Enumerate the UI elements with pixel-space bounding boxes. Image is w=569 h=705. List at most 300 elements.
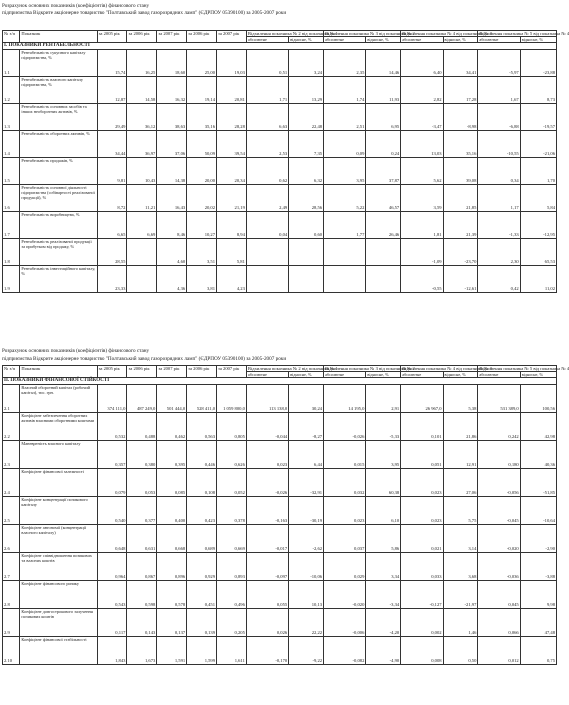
row-value: 0,451	[187, 580, 217, 608]
row-value: 0,023	[246, 440, 288, 468]
row-value: 25,00	[187, 49, 217, 76]
row-value: -2,62	[289, 524, 324, 552]
row-indicator-name: Рентабельність виробництва, %	[20, 211, 97, 238]
section2-title: Розрахунок основних показників (коефіцієнтів) фінансового стану	[2, 348, 150, 354]
table-row	[3, 524, 557, 552]
row-value: -0,017	[246, 524, 288, 552]
row-value: 17,28	[443, 76, 478, 103]
row-value: 14 195,0	[324, 384, 366, 412]
row-value: 0,543	[97, 580, 127, 608]
row-value: 2,91	[366, 384, 401, 412]
table-row	[3, 636, 557, 664]
table-row	[3, 468, 557, 496]
row-value: 47,48	[520, 608, 556, 636]
row-value: 0,626	[217, 440, 247, 468]
row-value: 10,43	[127, 157, 157, 184]
row-value: 9,98	[520, 580, 556, 608]
row-value: 0,357	[97, 440, 127, 468]
row-value: 65,53	[520, 238, 556, 265]
row-value: 0,668	[157, 524, 187, 552]
row-value: -21,97	[443, 580, 478, 608]
row-value: 3,34	[366, 552, 401, 580]
row-value: 22,22	[289, 608, 324, 636]
row-value: 8,72	[97, 184, 127, 211]
row-value: 528 411,0	[187, 384, 217, 412]
row-value: -12,95	[520, 211, 556, 238]
row-value: 1,673	[127, 636, 157, 664]
row-value: 0,242	[478, 412, 520, 440]
section1-title: Розрахунок основних показників (коефіцієнтів) фінансового стану	[2, 3, 150, 9]
row-number: 1.4	[3, 130, 20, 157]
row-value: 0,462	[157, 412, 187, 440]
row-value: 0,137	[157, 608, 187, 636]
row-value: 0,929	[187, 552, 217, 580]
row-value: 0,42	[478, 265, 520, 292]
table-row	[3, 608, 557, 636]
row-value: 5,38	[443, 384, 478, 412]
row-value: 6,44	[289, 440, 324, 468]
row-value: 5,22	[324, 184, 366, 211]
row-value: -0,097	[246, 552, 288, 580]
row-value: 0,008	[401, 636, 443, 664]
row-value: 19,14	[187, 76, 217, 103]
row-value: 5,81	[217, 238, 247, 265]
group-heading: I. ПОКАЗНИКИ РЕНТАБЕЛЬНОСТІ	[3, 43, 557, 49]
col-rel: відносне, %	[366, 37, 401, 43]
row-value: 23,33	[97, 265, 127, 292]
row-value: 16,25	[127, 49, 157, 76]
row-number: 2.3	[3, 440, 20, 468]
row-value: -0,55	[401, 265, 443, 292]
row-indicator-name: Рентабельність сукупного капіталу підприємства, %	[20, 49, 97, 76]
row-value: 0,423	[187, 496, 217, 524]
col-y4: за 2006 рік	[187, 366, 217, 378]
row-value: 0,378	[217, 496, 247, 524]
row-value: 38,63	[157, 103, 187, 130]
row-value: 0,867	[127, 552, 157, 580]
row-value: 1,843	[97, 636, 127, 664]
col-group-4: Відхилення показника № 5 від показника № 4	[479, 31, 569, 36]
row-value: 6,69	[127, 211, 157, 238]
col-num: № з/п	[3, 31, 20, 43]
col-num: № з/п	[3, 366, 20, 378]
col-abs: абсолютне	[324, 37, 366, 43]
row-value: 0,066	[478, 608, 520, 636]
col-y2: за 2006 рік	[127, 31, 157, 43]
row-indicator-name: Рентабельність основної діяльності підприємства (собівартості реалізованої продукції), %	[20, 184, 97, 211]
row-value: 5,84	[520, 184, 556, 211]
row-value: -5,97	[478, 49, 520, 76]
row-value: 0,026	[246, 608, 288, 636]
table-row	[3, 130, 557, 157]
row-value: -0,082	[324, 636, 366, 664]
row-indicator-name: Рентабельність реалізованої продукції за прибутком від продажу, %	[20, 238, 97, 265]
col-abs: абсолютне	[246, 372, 288, 378]
row-value: 26,46	[366, 211, 401, 238]
row-value: 0,400	[157, 496, 187, 524]
table-row	[3, 496, 557, 524]
col-abs: абсолютне	[401, 372, 443, 378]
row-indicator-name: Рентабельність основних засобів та інших необоротних активів, %	[20, 103, 97, 130]
row-value: 1,591	[157, 636, 187, 664]
row-value: -12,61	[443, 265, 478, 292]
section2-subtitle: підприємства Відкрите акціонерне товариство "Полтавський завод газорозрядних ламп" (ЄДРПОУ 05390100) за 2005-2007 роки	[2, 356, 287, 362]
row-value: 0,598	[127, 580, 157, 608]
table-row	[3, 49, 557, 76]
row-value: 11,93	[366, 76, 401, 103]
row-number: 2.5	[3, 496, 20, 524]
row-value: 0,50	[443, 636, 478, 664]
row-value: 15,74	[97, 49, 127, 76]
row-value: 10,13	[289, 580, 324, 608]
row-value: -2,90	[520, 524, 556, 552]
row-value: -3,47	[401, 103, 443, 130]
col-y1: за 2005 рік	[97, 31, 127, 43]
row-value: 0,012	[478, 636, 520, 664]
row-value: 0,496	[217, 580, 247, 608]
table-row	[3, 552, 557, 580]
col-abs: абсолютне	[478, 37, 520, 43]
row-value	[289, 265, 324, 292]
row-value: 4,36	[157, 265, 187, 292]
col-name: Показник	[20, 366, 97, 378]
row-indicator-name: Коефіцієнт співвідношення позикових та власних коштів	[20, 552, 97, 580]
row-value: -5,33	[366, 412, 401, 440]
profitability-table	[2, 30, 569, 293]
col-rel: відносне, %	[443, 37, 478, 43]
row-indicator-name: Коефіцієнт концентрації позикового капіталу	[20, 496, 97, 524]
row-value: 0,669	[217, 524, 247, 552]
row-value: 9,81	[97, 157, 127, 184]
table-row	[3, 580, 557, 608]
row-value: 3,95	[324, 157, 366, 184]
row-value: 10,27	[187, 211, 217, 238]
row-value: 7,35	[289, 130, 324, 157]
row-value: 0,108	[187, 468, 217, 496]
row-value: 1,81	[401, 211, 443, 238]
row-value: 3,68	[443, 552, 478, 580]
row-number: 2.6	[3, 524, 20, 552]
row-number: 2.10	[3, 636, 20, 664]
col-rel: відносне, %	[443, 372, 478, 378]
row-value: 0,085	[157, 468, 187, 496]
row-value: 12,87	[97, 76, 127, 103]
row-value	[246, 238, 288, 265]
col-group-4: Відхилення показника № 5 від показника № 4	[479, 366, 569, 371]
row-value: -8,27	[289, 412, 324, 440]
row-indicator-name: Рентабельність продажів, %	[20, 157, 97, 184]
row-value	[366, 265, 401, 292]
row-value: 0,75	[520, 636, 556, 664]
row-value: 36,97	[127, 130, 157, 157]
row-value: 39,54	[217, 130, 247, 157]
row-value: 6,95	[366, 103, 401, 130]
row-number: 2.8	[3, 580, 20, 608]
row-value: -0,170	[246, 636, 288, 664]
row-value: 6,63	[246, 103, 288, 130]
row-number: 2.2	[3, 412, 20, 440]
col-group-1: Відхилення показника № 2 від показника № 1	[247, 366, 338, 371]
row-value: 501 444,0	[157, 384, 187, 412]
row-value: 0,380	[127, 440, 157, 468]
row-number: 1.9	[3, 265, 20, 292]
table-row	[3, 265, 557, 292]
row-number: 1.5	[3, 157, 20, 184]
row-number: 1.6	[3, 184, 20, 211]
row-value: 100,56	[520, 384, 556, 412]
row-value	[127, 238, 157, 265]
row-value: -0,020	[478, 524, 520, 552]
table-row	[3, 384, 557, 412]
row-indicator-name: Коефіцієнт фінансового ризику	[20, 580, 97, 608]
col-rel: відносне, %	[520, 372, 556, 378]
row-value: 0,180	[478, 440, 520, 468]
row-value: 0,563	[187, 412, 217, 440]
table-row	[3, 157, 557, 184]
row-value	[366, 238, 401, 265]
row-value: 0,143	[127, 608, 157, 636]
col-group-3: Відхилення показника № 4 від показника № 3	[402, 366, 492, 371]
row-value: 34,44	[97, 130, 127, 157]
row-value: -3,34	[366, 580, 401, 608]
table-row	[3, 211, 557, 238]
row-value: 50,09	[187, 130, 217, 157]
row-value: 35,16	[443, 130, 478, 157]
row-value: 0,488	[127, 412, 157, 440]
row-value: 0,893	[217, 552, 247, 580]
row-value: 1,74	[324, 76, 366, 103]
row-value: 19,03	[217, 49, 247, 76]
row-value: 0,053	[127, 468, 157, 496]
table-row	[3, 440, 557, 468]
row-value: 0,055	[246, 580, 288, 608]
row-number: 2.9	[3, 608, 20, 636]
row-value: 0,052	[217, 468, 247, 496]
row-value: 37,06	[157, 130, 187, 157]
col-y3: за 2007 рік	[157, 366, 187, 378]
row-value: -51,85	[520, 468, 556, 496]
row-value	[324, 238, 366, 265]
row-value: 0,631	[127, 524, 157, 552]
row-value: 0,033	[401, 552, 443, 580]
row-value: -6,88	[478, 103, 520, 130]
row-value: 13,29	[289, 76, 324, 103]
row-value: 0,60	[289, 211, 324, 238]
row-value: 0,532	[97, 412, 127, 440]
row-value: -0,026	[324, 412, 366, 440]
col-rel: відносне, %	[366, 372, 401, 378]
row-value: 1,67	[478, 76, 520, 103]
row-value: 2,82	[401, 76, 443, 103]
row-value: 3,59	[401, 184, 443, 211]
row-value: 21,19	[217, 184, 247, 211]
row-value: 2,53	[246, 130, 288, 157]
row-value: 3,51	[187, 238, 217, 265]
row-value: 0,34	[478, 157, 520, 184]
row-value: 0,051	[401, 440, 443, 468]
row-value: 34,41	[443, 49, 478, 76]
row-value: 22,48	[289, 103, 324, 130]
row-value: -0,044	[246, 412, 288, 440]
row-value: 0,029	[324, 552, 366, 580]
row-value: 0,896	[157, 552, 187, 580]
row-value: 2,35	[324, 49, 366, 76]
row-indicator-name: Рентабельність власного капіталу підприємства, %	[20, 76, 97, 103]
row-value: -10,55	[478, 130, 520, 157]
row-value: -1,33	[478, 211, 520, 238]
row-value: 0,964	[97, 552, 127, 580]
table-header-row	[3, 366, 557, 372]
row-value: 28,56	[289, 184, 324, 211]
table-row	[3, 76, 557, 103]
row-value: 4,23	[217, 265, 247, 292]
col-abs: абсолютне	[478, 372, 520, 378]
row-value: 40,36	[520, 440, 556, 468]
row-value: 5,75	[443, 496, 478, 524]
row-value: 0,032	[324, 468, 366, 496]
row-value: 14,38	[157, 157, 187, 184]
col-y2: за 2006 рік	[127, 366, 157, 378]
row-value: 8,46	[157, 211, 187, 238]
row-value: 16,32	[157, 76, 187, 103]
row-value: -9,22	[289, 636, 324, 664]
col-y3: за 2007 рік	[157, 31, 187, 43]
row-value: -0,006	[324, 608, 366, 636]
row-value: -32,91	[289, 468, 324, 496]
row-number: 2.4	[3, 468, 20, 496]
row-value: 39,08	[443, 157, 478, 184]
row-value: 20,00	[187, 157, 217, 184]
row-value: 30,24	[289, 384, 324, 412]
col-group-1: Відхилення показника № 2 від показника № 1	[247, 31, 338, 36]
row-value: 13,03	[401, 130, 443, 157]
table-row	[3, 412, 557, 440]
row-value: 28,55	[97, 238, 127, 265]
row-value: 5,62	[401, 157, 443, 184]
row-value: 0,805	[217, 412, 247, 440]
row-indicator-name: Коефіцієнт автономії (концентрації власного капіталу)	[20, 524, 97, 552]
col-y5: за 2007 рік	[217, 31, 247, 43]
row-value: 0,037	[324, 524, 366, 552]
row-value: 6,10	[366, 496, 401, 524]
row-value: 374 111,0	[97, 384, 127, 412]
row-value: -0,026	[246, 468, 288, 496]
row-value: 12,91	[443, 440, 478, 468]
row-number: 1.2	[3, 76, 20, 103]
row-value: 4,60	[157, 238, 187, 265]
row-value: 29,49	[97, 103, 127, 130]
row-value: 1,70	[520, 157, 556, 184]
row-number: 2.7	[3, 552, 20, 580]
row-value: 487 249,0	[127, 384, 157, 412]
row-value: 0,09	[324, 130, 366, 157]
row-value: 37,87	[366, 157, 401, 184]
col-group-3: Відхилення показника № 4 від показника № 3	[402, 31, 492, 36]
row-value	[246, 265, 288, 292]
row-value: 1,611	[217, 636, 247, 664]
row-value: 0,51	[246, 49, 288, 76]
row-value: 0,446	[187, 440, 217, 468]
col-group-2: Відхилення показника № 3 від показника № 2	[325, 31, 415, 36]
row-value: 0,079	[97, 468, 127, 496]
row-number: 1.1	[3, 49, 20, 76]
row-value: 6,40	[401, 49, 443, 76]
row-value: 0,139	[187, 608, 217, 636]
row-value: 35,16	[187, 103, 217, 130]
row-value: -0,056	[478, 468, 520, 496]
row-value: -30,19	[289, 496, 324, 524]
row-value: 28,28	[217, 103, 247, 130]
table-header-row	[3, 31, 557, 37]
row-value: -4,20	[366, 608, 401, 636]
row-value	[289, 238, 324, 265]
col-y1: за 2005 рік	[97, 366, 127, 378]
row-value: -8,98	[443, 103, 478, 130]
row-value: 1,71	[246, 76, 288, 103]
row-value: 2,30	[478, 238, 520, 265]
row-value: 26 967,0	[401, 384, 443, 412]
row-value: -0,020	[324, 580, 366, 608]
row-value: 36,12	[127, 103, 157, 130]
row-value: 3,14	[443, 524, 478, 552]
row-value: -0,036	[478, 552, 520, 580]
row-value: 5,86	[366, 524, 401, 552]
row-value: 21,39	[443, 211, 478, 238]
row-value: 11,02	[520, 265, 556, 292]
row-value: 0,023	[401, 468, 443, 496]
row-value: 531 389,0	[478, 384, 520, 412]
financial-stability-table	[2, 365, 569, 665]
row-value: 20,02	[187, 184, 217, 211]
row-value: 0,117	[97, 608, 127, 636]
col-name: Показник	[20, 31, 97, 43]
row-value: 6,65	[97, 211, 127, 238]
row-value: 18,60	[157, 49, 187, 76]
section1-subtitle: підприємства Відкрите акціонерне товариство "Полтавський завод газорозрядних ламп" (ЄДРПОУ 05390100) за 2005-2007 роки	[2, 10, 287, 16]
row-number: 1.8	[3, 238, 20, 265]
table-row	[3, 238, 557, 265]
row-value: -23,70	[443, 238, 478, 265]
row-value: 8,94	[217, 211, 247, 238]
col-group-2: Відхилення показника № 3 від показника № 2	[325, 366, 415, 371]
row-value: 1,46	[443, 608, 478, 636]
row-value: 21,85	[443, 184, 478, 211]
row-value: 0,62	[246, 157, 288, 184]
row-value: -0,045	[478, 496, 520, 524]
row-value: 0,023	[401, 496, 443, 524]
row-value: 0,377	[127, 496, 157, 524]
row-value: 0,205	[217, 608, 247, 636]
row-value: 8,73	[520, 76, 556, 103]
row-value: 2,51	[324, 103, 366, 130]
row-value: 0,015	[324, 440, 366, 468]
row-value: -3,88	[520, 552, 556, 580]
row-value: -10,06	[289, 552, 324, 580]
col-abs: абсолютне	[246, 37, 288, 43]
row-value: 0,395	[157, 440, 187, 468]
row-number: 1.7	[3, 211, 20, 238]
row-indicator-name: Коефіцієнт забезпечення оборотних активів власними оборотними коштами	[20, 412, 97, 440]
row-value: 1,77	[324, 211, 366, 238]
col-abs: абсолютне	[324, 372, 366, 378]
row-number: 2.1	[3, 384, 20, 412]
row-value: 42,98	[520, 412, 556, 440]
row-value: 113 138,0	[246, 384, 288, 412]
row-value: -4,90	[366, 636, 401, 664]
row-value: 0,689	[187, 524, 217, 552]
row-value: 27,06	[443, 468, 478, 496]
row-value: 0,023	[324, 496, 366, 524]
